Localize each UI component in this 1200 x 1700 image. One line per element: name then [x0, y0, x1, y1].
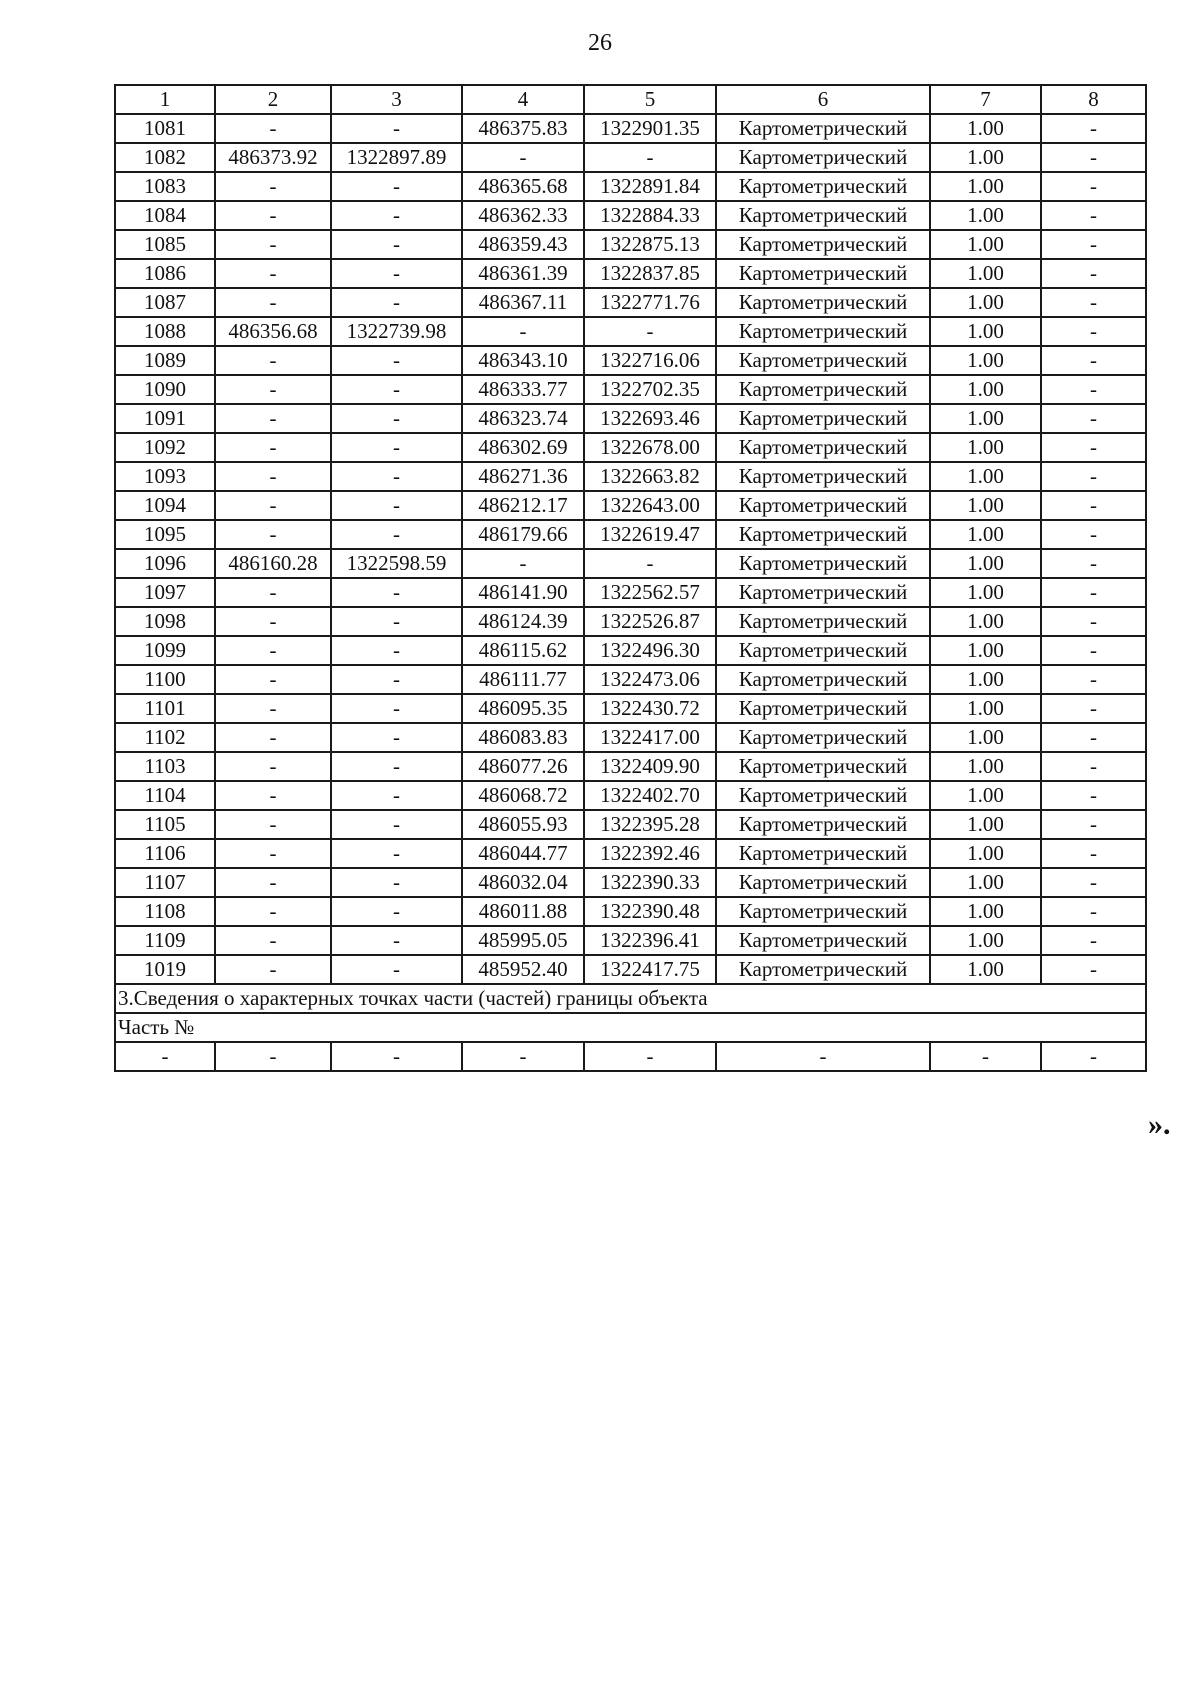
table-cell-col-6: Картометрический — [716, 665, 930, 694]
table-cell-col-1: 1101 — [115, 694, 215, 723]
table-cell-col-2: 486356.68 — [215, 317, 331, 346]
closing-quote-mark: ». — [1148, 1108, 1171, 1141]
table-cell-col-4: 486212.17 — [462, 491, 584, 520]
table-cell-col-8: - — [1041, 346, 1146, 375]
table-cell-col-8: - — [1041, 578, 1146, 607]
table-cell-col-4: 486359.43 — [462, 230, 584, 259]
table-cell-col-4: 4 — [462, 85, 584, 114]
table-cell-col-7: 1.00 — [930, 230, 1041, 259]
table-body — [115, 85, 1146, 1071]
table-cell-col-6: Картометрический — [716, 404, 930, 433]
table-cell-col-3: 3 — [331, 85, 462, 114]
table-cell-col-5: 1322496.30 — [584, 636, 716, 665]
table-cell-col-1: 1108 — [115, 897, 215, 926]
table-row — [115, 665, 1146, 694]
table-cell-col-2: - — [215, 520, 331, 549]
table-cell-col-4: 486179.66 — [462, 520, 584, 549]
table-cell-col-6: Картометрический — [716, 114, 930, 143]
table-cell-col-2: - — [215, 1042, 331, 1071]
table-cell-col-1: 1098 — [115, 607, 215, 636]
table-row — [115, 433, 1146, 462]
table-cell-col-6: Картометрический — [716, 839, 930, 868]
table-cell-col-7: 1.00 — [930, 839, 1041, 868]
table-cell-col-4: 486271.36 — [462, 462, 584, 491]
table-cell-col-6: Картометрический — [716, 578, 930, 607]
table-cell-col-5: 1322693.46 — [584, 404, 716, 433]
table-cell-col-5: 1322837.85 — [584, 259, 716, 288]
table-cell-col-8: - — [1041, 462, 1146, 491]
table-row — [115, 926, 1146, 955]
table-row — [115, 781, 1146, 810]
table-row — [115, 230, 1146, 259]
table-cell-col-2: - — [215, 288, 331, 317]
table-cell-col-6: Картометрический — [716, 781, 930, 810]
table-cell-col-4: 486032.04 — [462, 868, 584, 897]
table-cell-col-7: 1.00 — [930, 288, 1041, 317]
table-cell-col-1: 1089 — [115, 346, 215, 375]
table-cell-col-6: Картометрический — [716, 346, 930, 375]
table-cell-col-8: - — [1041, 549, 1146, 578]
table-cell-col-6: Картометрический — [716, 317, 930, 346]
table-cell-col-7: 1.00 — [930, 868, 1041, 897]
table-cell-col-1: 1086 — [115, 259, 215, 288]
table-cell-col-2: - — [215, 694, 331, 723]
table-cell-col-2: - — [215, 114, 331, 143]
table-cell-col-6: Картометрический — [716, 955, 930, 984]
table-cell-col-6: Картометрический — [716, 288, 930, 317]
table-cell-col-4: 486068.72 — [462, 781, 584, 810]
table-cell-col-2: - — [215, 665, 331, 694]
table-cell-col-7: 1.00 — [930, 955, 1041, 984]
table-cell-col-2: - — [215, 839, 331, 868]
table-cell-col-3: - — [331, 694, 462, 723]
part-number-row — [115, 1013, 1146, 1042]
table-cell-col-7: 1.00 — [930, 462, 1041, 491]
table-cell-col-4: 486077.26 — [462, 752, 584, 781]
table-cell-col-5: 1322771.76 — [584, 288, 716, 317]
table-cell-col-1: 1088 — [115, 317, 215, 346]
table-cell-col-4: 486343.10 — [462, 346, 584, 375]
table-row — [115, 810, 1146, 839]
table-cell-col-3: - — [331, 259, 462, 288]
table-cell-col-7: 1.00 — [930, 781, 1041, 810]
table-cell-col-3: - — [331, 810, 462, 839]
empty-data-row — [115, 1042, 1146, 1071]
table-cell-col-2: - — [215, 462, 331, 491]
table-cell-col-2: - — [215, 172, 331, 201]
table-cell-col-5: 1322409.90 — [584, 752, 716, 781]
table-cell-col-1: 1090 — [115, 375, 215, 404]
coordinates-table — [114, 84, 1147, 1072]
table-cell-col-7: 1.00 — [930, 404, 1041, 433]
table-cell-col-4: 486361.39 — [462, 259, 584, 288]
table-row — [115, 143, 1146, 172]
table-cell-col-1: 1084 — [115, 201, 215, 230]
table-cell-col-7: 7 — [930, 85, 1041, 114]
table-cell-col-1: 1085 — [115, 230, 215, 259]
table-cell-col-5: 1322390.48 — [584, 897, 716, 926]
table-cell-col-5: 1322396.41 — [584, 926, 716, 955]
table-cell-col-2: - — [215, 926, 331, 955]
table-cell-col-5: 1322417.00 — [584, 723, 716, 752]
table-row — [115, 114, 1146, 143]
table-row — [115, 404, 1146, 433]
table-cell-col-8: - — [1041, 404, 1146, 433]
table-cell-col-4: 486011.88 — [462, 897, 584, 926]
table-cell-col-1: 1100 — [115, 665, 215, 694]
table-cell-col-4: - — [462, 317, 584, 346]
table-cell-col-8: - — [1041, 143, 1146, 172]
table-cell-col-2: - — [215, 404, 331, 433]
table-cell-col-2: - — [215, 752, 331, 781]
table-cell-col-1: - — [115, 1042, 215, 1071]
table-cell-col-5: 1322526.87 — [584, 607, 716, 636]
table-cell-col-5: 1322402.70 — [584, 781, 716, 810]
table-row — [115, 201, 1146, 230]
table-row — [115, 723, 1146, 752]
table-cell-col-5: 1322395.28 — [584, 810, 716, 839]
table-cell-col-3: - — [331, 1042, 462, 1071]
table-cell-col-4: 486124.39 — [462, 607, 584, 636]
table-cell-col-2: - — [215, 259, 331, 288]
table-cell-col-8: - — [1041, 114, 1146, 143]
table-cell-col-1: 1094 — [115, 491, 215, 520]
table-cell-col-7: 1.00 — [930, 723, 1041, 752]
table-cell-col-3: 1322598.59 — [331, 549, 462, 578]
table-cell-col-4: - — [462, 549, 584, 578]
table-cell-col-2: - — [215, 810, 331, 839]
table-cell-col-1: 1105 — [115, 810, 215, 839]
table-cell-col-8: - — [1041, 201, 1146, 230]
table-cell-col-7: 1.00 — [930, 520, 1041, 549]
table-cell-col-4: 486365.68 — [462, 172, 584, 201]
table-cell-col-3: - — [331, 926, 462, 955]
table-cell-col-6: Картометрический — [716, 172, 930, 201]
table-cell-col-8: 8 — [1041, 85, 1146, 114]
table-cell-col-7: 1.00 — [930, 549, 1041, 578]
section-3-title-row-cell: 3.Сведения о характерных точках части (частей) границы объекта — [115, 984, 1146, 1013]
table-cell-col-7: 1.00 — [930, 114, 1041, 143]
table-row — [115, 578, 1146, 607]
table-cell-col-7: 1.00 — [930, 491, 1041, 520]
table-cell-col-7: 1.00 — [930, 665, 1041, 694]
table-cell-col-6: 6 — [716, 85, 930, 114]
table-cell-col-3: - — [331, 404, 462, 433]
table-cell-col-4: 486323.74 — [462, 404, 584, 433]
table-row — [115, 375, 1146, 404]
table-cell-col-5: 1322678.00 — [584, 433, 716, 462]
table-cell-col-7: 1.00 — [930, 926, 1041, 955]
table-row — [115, 491, 1146, 520]
part-number-row-cell: Часть № — [115, 1013, 1146, 1042]
table-cell-col-6: Картометрический — [716, 723, 930, 752]
table-row — [115, 897, 1146, 926]
table-cell-col-4: 486111.77 — [462, 665, 584, 694]
table-cell-col-7: 1.00 — [930, 578, 1041, 607]
table-cell-col-4: 486333.77 — [462, 375, 584, 404]
table-cell-col-7: 1.00 — [930, 810, 1041, 839]
table-cell-col-8: - — [1041, 1042, 1146, 1071]
table-cell-col-4: 485952.40 — [462, 955, 584, 984]
table-cell-col-8: - — [1041, 230, 1146, 259]
table-cell-col-6: Картометрический — [716, 201, 930, 230]
table-cell-col-6: Картометрический — [716, 926, 930, 955]
table-cell-col-8: - — [1041, 520, 1146, 549]
table-row — [115, 462, 1146, 491]
table-cell-col-2: - — [215, 346, 331, 375]
table-row — [115, 694, 1146, 723]
table-cell-col-2: - — [215, 578, 331, 607]
table-cell-col-1: 1099 — [115, 636, 215, 665]
table-cell-col-4: 486044.77 — [462, 839, 584, 868]
table-cell-col-3: 1322897.89 — [331, 143, 462, 172]
table-cell-col-2: - — [215, 375, 331, 404]
table-cell-col-4: 486367.11 — [462, 288, 584, 317]
table-cell-col-8: - — [1041, 288, 1146, 317]
table-cell-col-7: 1.00 — [930, 607, 1041, 636]
table-cell-col-4: 486115.62 — [462, 636, 584, 665]
table-cell-col-4: 486362.33 — [462, 201, 584, 230]
table-row — [115, 317, 1146, 346]
table-cell-col-8: - — [1041, 636, 1146, 665]
table-cell-col-8: - — [1041, 491, 1146, 520]
table-cell-col-5: 1322619.47 — [584, 520, 716, 549]
page-number: 26 — [588, 30, 612, 56]
table-cell-col-3: - — [331, 375, 462, 404]
table-cell-col-7: 1.00 — [930, 172, 1041, 201]
table-cell-col-4: 486302.69 — [462, 433, 584, 462]
table-cell-col-8: - — [1041, 665, 1146, 694]
table-cell-col-5: - — [584, 549, 716, 578]
table-cell-col-5: 1322891.84 — [584, 172, 716, 201]
table-cell-col-2: 2 — [215, 85, 331, 114]
table-row — [115, 346, 1146, 375]
table-cell-col-8: - — [1041, 723, 1146, 752]
table-cell-col-1: 1103 — [115, 752, 215, 781]
table-cell-col-2: - — [215, 897, 331, 926]
table-cell-col-4: 485995.05 — [462, 926, 584, 955]
table-cell-col-7: 1.00 — [930, 317, 1041, 346]
table-cell-col-2: - — [215, 433, 331, 462]
table-cell-col-5: 1322430.72 — [584, 694, 716, 723]
table-cell-col-3: - — [331, 201, 462, 230]
table-cell-col-3: - — [331, 607, 462, 636]
table-cell-col-3: - — [331, 578, 462, 607]
table-cell-col-1: 1019 — [115, 955, 215, 984]
table-cell-col-4: 486375.83 — [462, 114, 584, 143]
table-row — [115, 520, 1146, 549]
table-cell-col-3: - — [331, 433, 462, 462]
table-cell-col-2: - — [215, 955, 331, 984]
table-cell-col-7: 1.00 — [930, 636, 1041, 665]
table-cell-col-7: 1.00 — [930, 375, 1041, 404]
table-cell-col-3: - — [331, 781, 462, 810]
table-cell-col-7: 1.00 — [930, 752, 1041, 781]
table-cell-col-2: 486373.92 — [215, 143, 331, 172]
table-row — [115, 636, 1146, 665]
table-cell-col-8: - — [1041, 897, 1146, 926]
table-cell-col-1: 1102 — [115, 723, 215, 752]
table-cell-col-6: Картометрический — [716, 230, 930, 259]
table-cell-col-7: 1.00 — [930, 143, 1041, 172]
table-row — [115, 607, 1146, 636]
table-cell-col-5: - — [584, 1042, 716, 1071]
table-cell-col-8: - — [1041, 955, 1146, 984]
table-cell-col-6: Картометрический — [716, 636, 930, 665]
table-cell-col-8: - — [1041, 259, 1146, 288]
table-row — [115, 955, 1146, 984]
table-cell-col-3: - — [331, 114, 462, 143]
table-cell-col-7: 1.00 — [930, 694, 1041, 723]
table-cell-col-5: 1322901.35 — [584, 114, 716, 143]
table-cell-col-4: 486095.35 — [462, 694, 584, 723]
table-cell-col-3: - — [331, 636, 462, 665]
table-cell-col-5: - — [584, 317, 716, 346]
table-row — [115, 549, 1146, 578]
table-cell-col-8: - — [1041, 172, 1146, 201]
table-cell-col-2: - — [215, 781, 331, 810]
table-cell-col-6: Картометрический — [716, 810, 930, 839]
table-cell-col-1: 1087 — [115, 288, 215, 317]
table-cell-col-6: - — [716, 1042, 930, 1071]
table-cell-col-1: 1104 — [115, 781, 215, 810]
table-cell-col-5: 1322473.06 — [584, 665, 716, 694]
table-cell-col-7: 1.00 — [930, 346, 1041, 375]
table-cell-col-1: 1097 — [115, 578, 215, 607]
table-cell-col-2: - — [215, 868, 331, 897]
table-cell-col-3: - — [331, 839, 462, 868]
table-cell-col-5: 1322716.06 — [584, 346, 716, 375]
table-cell-col-2: - — [215, 491, 331, 520]
table-cell-col-5: 1322417.75 — [584, 955, 716, 984]
table-cell-col-4: - — [462, 1042, 584, 1071]
table-cell-col-5: - — [584, 143, 716, 172]
table-cell-col-4: - — [462, 143, 584, 172]
table-cell-col-3: - — [331, 868, 462, 897]
table-cell-col-1: 1107 — [115, 868, 215, 897]
table-cell-col-1: 1096 — [115, 549, 215, 578]
table-cell-col-2: 486160.28 — [215, 549, 331, 578]
table-cell-col-1: 1106 — [115, 839, 215, 868]
table-cell-col-8: - — [1041, 926, 1146, 955]
table-row — [115, 172, 1146, 201]
table-cell-col-7: 1.00 — [930, 433, 1041, 462]
table-cell-col-5: 1322392.46 — [584, 839, 716, 868]
table-cell-col-2: - — [215, 636, 331, 665]
table-cell-col-8: - — [1041, 433, 1146, 462]
table-cell-col-5: 5 — [584, 85, 716, 114]
table-cell-col-8: - — [1041, 868, 1146, 897]
table-cell-col-2: - — [215, 201, 331, 230]
table-cell-col-8: - — [1041, 694, 1146, 723]
table-cell-col-5: 1322562.57 — [584, 578, 716, 607]
table-cell-col-2: - — [215, 230, 331, 259]
table-cell-col-3: - — [331, 665, 462, 694]
table-cell-col-5: 1322643.00 — [584, 491, 716, 520]
table-row — [115, 288, 1146, 317]
table-cell-col-1: 1093 — [115, 462, 215, 491]
table-cell-col-4: 486055.93 — [462, 810, 584, 839]
section-3-title-row — [115, 984, 1146, 1013]
table-cell-col-3: - — [331, 723, 462, 752]
table-cell-col-8: - — [1041, 752, 1146, 781]
table-cell-col-8: - — [1041, 317, 1146, 346]
table-cell-col-5: 1322663.82 — [584, 462, 716, 491]
table-cell-col-7: 1.00 — [930, 201, 1041, 230]
table-row — [115, 839, 1146, 868]
table-row — [115, 259, 1146, 288]
table-cell-col-3: - — [331, 955, 462, 984]
table-cell-col-1: 1092 — [115, 433, 215, 462]
table-row — [115, 752, 1146, 781]
table-cell-col-3: - — [331, 230, 462, 259]
table-cell-col-6: Картометрический — [716, 868, 930, 897]
table-cell-col-3: - — [331, 491, 462, 520]
table-cell-col-5: 1322702.35 — [584, 375, 716, 404]
table-cell-col-6: Картометрический — [716, 549, 930, 578]
table-cell-col-6: Картометрический — [716, 375, 930, 404]
table-cell-col-7: 1.00 — [930, 897, 1041, 926]
table-cell-col-3: - — [331, 172, 462, 201]
table-cell-col-8: - — [1041, 810, 1146, 839]
table-cell-col-3: - — [331, 462, 462, 491]
table-cell-col-1: 1083 — [115, 172, 215, 201]
table-cell-col-3: - — [331, 752, 462, 781]
table-cell-col-6: Картометрический — [716, 752, 930, 781]
table-cell-col-3: - — [331, 897, 462, 926]
table-cell-col-3: - — [331, 346, 462, 375]
table-cell-col-3: 1322739.98 — [331, 317, 462, 346]
table-cell-col-8: - — [1041, 375, 1146, 404]
table-row — [115, 868, 1146, 897]
table-cell-col-8: - — [1041, 839, 1146, 868]
table-cell-col-3: - — [331, 520, 462, 549]
table-cell-col-7: 1.00 — [930, 259, 1041, 288]
table-cell-col-3: - — [331, 288, 462, 317]
table-cell-col-6: Картометрический — [716, 520, 930, 549]
table-cell-col-1: 1082 — [115, 143, 215, 172]
table-header-row — [115, 85, 1146, 114]
table-cell-col-6: Картометрический — [716, 491, 930, 520]
table-cell-col-1: 1081 — [115, 114, 215, 143]
table-cell-col-6: Картометрический — [716, 433, 930, 462]
table-cell-col-2: - — [215, 607, 331, 636]
table-cell-col-1: 1095 — [115, 520, 215, 549]
table-cell-col-5: 1322390.33 — [584, 868, 716, 897]
table-cell-col-6: Картометрический — [716, 607, 930, 636]
table-cell-col-8: - — [1041, 607, 1146, 636]
table-cell-col-1: 1 — [115, 85, 215, 114]
table-cell-col-2: - — [215, 723, 331, 752]
table-cell-col-8: - — [1041, 781, 1146, 810]
table-cell-col-4: 486083.83 — [462, 723, 584, 752]
table-cell-col-4: 486141.90 — [462, 578, 584, 607]
table-cell-col-6: Картометрический — [716, 259, 930, 288]
table-cell-col-6: Картометрический — [716, 462, 930, 491]
table-cell-col-6: Картометрический — [716, 694, 930, 723]
table-cell-col-5: 1322875.13 — [584, 230, 716, 259]
table-cell-col-6: Картометрический — [716, 897, 930, 926]
table-cell-col-1: 1109 — [115, 926, 215, 955]
table-cell-col-7: - — [930, 1042, 1041, 1071]
table-cell-col-1: 1091 — [115, 404, 215, 433]
table-cell-col-5: 1322884.33 — [584, 201, 716, 230]
table-cell-col-6: Картометрический — [716, 143, 930, 172]
